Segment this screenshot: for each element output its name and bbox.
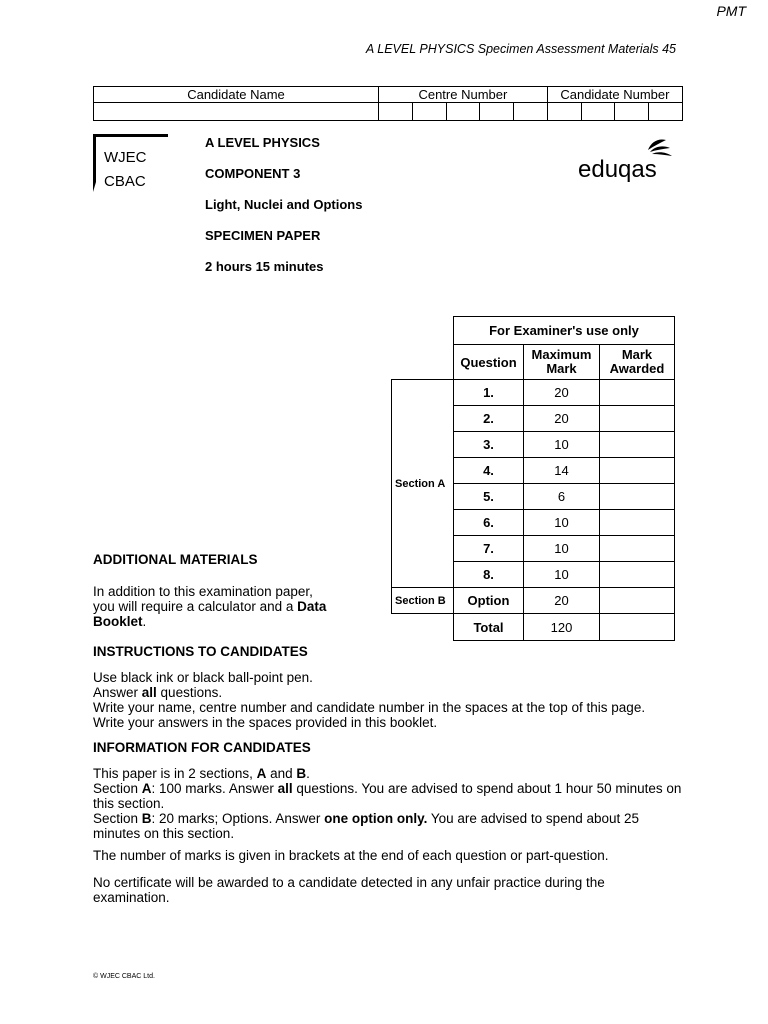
- copyright-footer: © WJEC CBAC Ltd.: [93, 973, 155, 980]
- information-text: [93, 766, 683, 905]
- question-number: 3.: [454, 432, 524, 458]
- centre-digit-field[interactable]: [514, 103, 548, 121]
- total-label: Total: [454, 614, 524, 641]
- instruction-line: Use black ink or black ball-point pen.: [93, 670, 313, 685]
- examiner-table-wrap: [391, 316, 675, 641]
- pmt-label: PMT: [716, 3, 746, 19]
- additional-materials-heading: ADDITIONAL MATERIALS: [93, 552, 258, 567]
- candidate-name-label: Candidate Name: [94, 87, 379, 103]
- max-mark: 10: [524, 536, 600, 562]
- col-max-header: Maximum Mark: [524, 345, 600, 380]
- max-mark: 10: [524, 510, 600, 536]
- running-header: A LEVEL PHYSICS Specimen Assessment Materials 45: [365, 42, 676, 56]
- total-awarded-cell[interactable]: [600, 614, 675, 641]
- paper-title-block: [205, 135, 362, 290]
- question-number: 2.: [454, 406, 524, 432]
- instructions-heading: INSTRUCTIONS TO CANDIDATES: [93, 644, 308, 659]
- am-line1: In addition to this examination paper,: [93, 584, 313, 599]
- examiner-table: [391, 316, 675, 641]
- title-specimen: SPECIMEN PAPER: [205, 228, 321, 243]
- question-number: 7.: [454, 536, 524, 562]
- title-paper-name: Light, Nuclei and Options: [205, 197, 363, 212]
- am-end: .: [142, 614, 147, 629]
- examiner-heading: For Examiner's use only: [454, 317, 675, 345]
- mark-awarded-cell[interactable]: [600, 432, 675, 458]
- info-section-a: Section A: 100 marks. Answer all questions. You are advised to spend about 1 hour 50 minutes on this section.: [93, 781, 682, 811]
- candidate-digit-field[interactable]: [581, 103, 615, 121]
- centre-digit-field[interactable]: [446, 103, 480, 121]
- mark-awarded-cell[interactable]: [600, 510, 675, 536]
- option-max-mark: 20: [524, 588, 600, 614]
- candidate-digit-field[interactable]: [615, 103, 649, 121]
- instruction-line: Answer all questions.: [93, 685, 223, 700]
- option-label: Option: [454, 588, 524, 614]
- question-number: 1.: [454, 380, 524, 406]
- total-max-mark: 120: [524, 614, 600, 641]
- info-section-b: Section B: 20 marks; Options. Answer one option only. You are advised to spend about 25 minutes on this section.: [93, 811, 640, 841]
- centre-digit-field[interactable]: [480, 103, 514, 121]
- max-mark: 6: [524, 484, 600, 510]
- col-awarded-header: Mark Awarded: [600, 345, 675, 380]
- mark-awarded-cell[interactable]: [600, 380, 675, 406]
- wjec-logo-text: WJEC: [104, 149, 147, 166]
- centre-number-label: Centre Number: [378, 87, 547, 103]
- instructions-text: [93, 670, 693, 730]
- max-mark: 20: [524, 406, 600, 432]
- additional-materials-text: [93, 584, 353, 629]
- centre-digit-field[interactable]: [412, 103, 446, 121]
- title-duration: 2 hours 15 minutes: [205, 259, 324, 274]
- question-number: 6.: [454, 510, 524, 536]
- mark-awarded-cell[interactable]: [600, 458, 675, 484]
- candidate-name-field[interactable]: [94, 103, 379, 121]
- question-number: 4.: [454, 458, 524, 484]
- info-certificate-note: No certificate will be awarded to a candidate detected in any unfair practice during the examination.: [93, 875, 605, 905]
- wjec-cbac-logo: [93, 134, 168, 192]
- max-mark: 10: [524, 432, 600, 458]
- instruction-line: Write your name, centre number and candidate number in the spaces at the top of this page.: [93, 700, 646, 715]
- candidate-digit-field[interactable]: [649, 103, 683, 121]
- information-heading: INFORMATION FOR CANDIDATES: [93, 740, 311, 755]
- centre-digit-field[interactable]: [378, 103, 412, 121]
- candidate-details-table: [93, 86, 683, 121]
- instruction-line: Write your answers in the spaces provided in this booklet.: [93, 715, 438, 730]
- eduqas-logo-text: eduqas: [578, 156, 657, 183]
- am-line2: you will require a calculator and a: [93, 599, 294, 614]
- max-mark: 14: [524, 458, 600, 484]
- section-b-label: Section B: [392, 588, 454, 614]
- mark-awarded-cell[interactable]: [600, 406, 675, 432]
- mark-awarded-cell[interactable]: [600, 484, 675, 510]
- info-marks-note: The number of marks is given in brackets at the end of each question or part-question.: [93, 848, 609, 863]
- info-sections-line: This paper is in 2 sections, A and B.: [93, 766, 310, 781]
- mark-awarded-cell[interactable]: [600, 588, 675, 614]
- max-mark: 10: [524, 562, 600, 588]
- question-number: 8.: [454, 562, 524, 588]
- candidate-number-label: Candidate Number: [547, 87, 682, 103]
- eduqas-logo: [578, 134, 678, 184]
- data-booklet-text: Data Booklet: [93, 599, 327, 629]
- question-number: 5.: [454, 484, 524, 510]
- cbac-logo-text: CBAC: [104, 173, 146, 190]
- title-subject: A LEVEL PHYSICS: [205, 135, 320, 150]
- section-a-label: Section A: [392, 380, 454, 588]
- col-question-header: Question: [454, 345, 524, 380]
- max-mark: 20: [524, 380, 600, 406]
- title-component: COMPONENT 3: [205, 166, 301, 181]
- candidate-digit-field[interactable]: [547, 103, 581, 121]
